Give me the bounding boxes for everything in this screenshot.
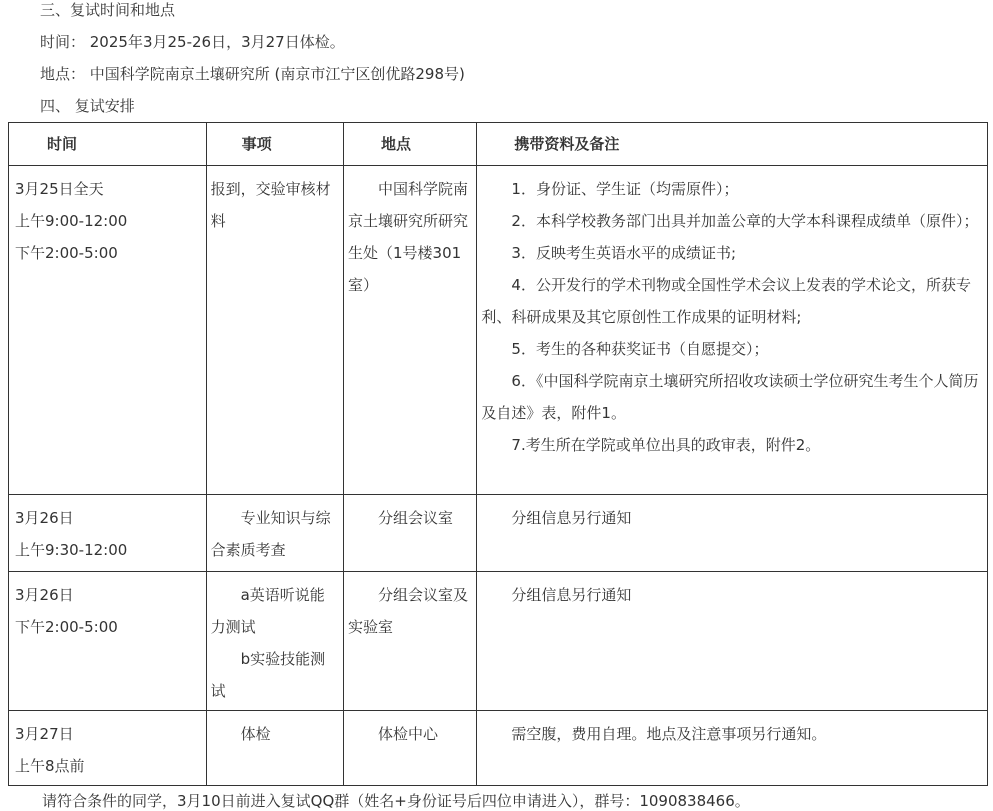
note-text: 分组信息另行通知 bbox=[511, 509, 632, 527]
time-text: 3月26日 bbox=[15, 509, 74, 527]
time-text: 下午2:00-5:00 bbox=[15, 244, 118, 262]
location-line: 地点： 中国科学院南京土壤研究所 (南京市江宁区创优路298号) bbox=[40, 65, 465, 83]
table-row bbox=[9, 572, 988, 711]
cell-item bbox=[206, 495, 343, 572]
header-item: 事项 bbox=[206, 123, 343, 166]
footer-notice: 请符合条件的同学，3月10日前进入复试QQ群（姓名+身份证号后四位申请进入），群号：1090838466。 bbox=[42, 792, 750, 810]
time-line: 时间： 2025年3月25-26日，3月27日体检。 bbox=[40, 33, 345, 51]
note-text: 3．反映考生英语水平的成绩证书; bbox=[511, 244, 737, 262]
header-location: 地点 bbox=[344, 123, 477, 166]
cell-location bbox=[344, 166, 477, 495]
cell-location bbox=[344, 495, 477, 572]
cell-item bbox=[206, 711, 343, 786]
cell-notes bbox=[477, 711, 988, 786]
time-text: 3月25日全天 bbox=[15, 180, 104, 198]
table-row bbox=[9, 711, 988, 786]
section-title-arrangement: 四、 复试安排 bbox=[40, 97, 135, 115]
note-text: 1．身份证、学生证（均需原件）； bbox=[511, 180, 739, 198]
cell-time bbox=[9, 495, 207, 572]
time-text: 上午9:00-12:00 bbox=[15, 212, 128, 230]
table-row bbox=[9, 166, 988, 495]
cell-item bbox=[206, 166, 343, 495]
location-text: 分组会议室 bbox=[378, 509, 454, 527]
item-text: b实验技能测试 bbox=[210, 650, 326, 700]
cell-notes bbox=[477, 495, 988, 572]
time-text: 3月27日 bbox=[15, 725, 74, 743]
note-text: 7.考生所在学院或单位出具的政审表，附件2。 bbox=[511, 436, 821, 454]
time-text: 上午9:30-12:00 bbox=[15, 541, 128, 559]
time-text: 3月26日 bbox=[15, 586, 74, 604]
location-text: 中国科学院南京土壤研究所研究生处（1号楼301室） bbox=[348, 180, 469, 294]
table-header-row bbox=[9, 123, 988, 166]
schedule-table bbox=[8, 122, 988, 786]
section-title-schedule-location: 三、复试时间和地点 bbox=[40, 1, 176, 19]
cell-time bbox=[9, 166, 207, 495]
note-text: 需空腹，费用自理。地点及注意事项另行通知。 bbox=[511, 725, 827, 743]
note-text: 4．公开发行的学术刊物或全国性学术会议上发表的学术论文，所获专利、科研成果及其它原创性工作成果的证明材料; bbox=[481, 276, 971, 326]
location-text: 体检中心 bbox=[378, 725, 439, 743]
cell-notes bbox=[477, 572, 988, 711]
note-text: 分组信息另行通知 bbox=[511, 586, 632, 604]
table-row bbox=[9, 495, 988, 572]
cell-notes bbox=[477, 166, 988, 495]
item-text: 报到，交验审核材料 bbox=[210, 180, 331, 230]
cell-time bbox=[9, 711, 207, 786]
cell-item bbox=[206, 572, 343, 711]
location-text: 分组会议室及实验室 bbox=[348, 586, 469, 636]
item-text: 体检 bbox=[240, 725, 271, 743]
note-text: 6．《中国科学院南京土壤研究所招收攻读硕士学位研究生考生个人简历及自述》表，附件1。 bbox=[481, 372, 979, 422]
header-time: 时间 bbox=[9, 123, 207, 166]
header-notes: 携带资料及备注 bbox=[477, 123, 988, 166]
note-text: 5．考生的各种获奖证书（自愿提交）； bbox=[511, 340, 769, 358]
time-text: 下午2:00-5:00 bbox=[15, 618, 118, 636]
time-text: 上午8点前 bbox=[15, 757, 85, 775]
item-text: 专业知识与综合素质考查 bbox=[210, 509, 331, 559]
item-text: a英语听说能力测试 bbox=[210, 586, 325, 636]
cell-location bbox=[344, 572, 477, 711]
note-text: 2．本科学校教务部门出具并加盖公章的大学本科课程成绩单（原件）； bbox=[511, 212, 979, 230]
cell-location bbox=[344, 711, 477, 786]
cell-time bbox=[9, 572, 207, 711]
